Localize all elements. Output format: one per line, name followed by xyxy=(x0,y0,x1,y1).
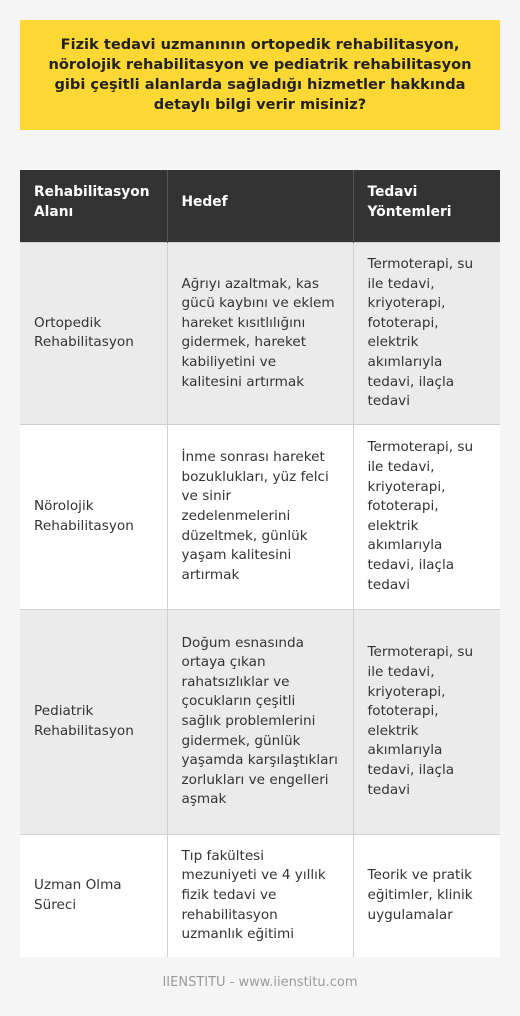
header-goal: Hedef xyxy=(167,170,353,243)
question-banner xyxy=(20,20,500,130)
cell-goal: Tıp fakültesi mezuniyeti ve 4 yıllık fizik tedavi ve rehabilitasyon uzmanlık eğitimi xyxy=(167,834,353,957)
cell-area: Ortopedik Rehabilitasyon xyxy=(20,243,167,425)
table-body xyxy=(20,243,500,957)
table-row xyxy=(20,243,500,425)
cell-methods: Termoterapi, su ile tedavi, kriyoterapi, fototerapi, elektrik akımlarıyla tedavi, ilaçla tedavi xyxy=(353,609,500,834)
header-methods: Tedavi Yöntemleri xyxy=(353,170,500,243)
header-area: Rehabilitasyon Alanı xyxy=(20,170,167,243)
table-row xyxy=(20,834,500,957)
cell-area: Uzman Olma Süreci xyxy=(20,834,167,957)
table-header xyxy=(20,170,500,243)
cell-methods: Termoterapi, su ile tedavi, kriyoterapi, fototerapi, elektrik akımlarıyla tedavi, ilaçla tedavi xyxy=(353,424,500,609)
rehabilitation-table-container xyxy=(20,170,500,957)
rehabilitation-table xyxy=(20,170,500,957)
cell-methods: Termoterapi, su ile tedavi, kriyoterapi, fototerapi, elektrik akımlarıyla tedavi, ilaçla tedavi xyxy=(353,243,500,425)
question-text: Fizik tedavi uzmanının ortopedik rehabilitasyon, nörolojik rehabilitasyon ve pediatrik rehabilitasyon gibi çeşitli alanlarda sağladığı hizmetler hakkında detaylı bilgi verir misiniz? xyxy=(48,36,472,113)
cell-area: Pediatrik Rehabilitasyon xyxy=(20,609,167,834)
cell-goal: Doğum esnasında ortaya çıkan rahatsızlıklar ve çocukların çeşitli sağlık problemlerini gidermek, günlük yaşamda karşılaştıkları zorlukları ve engelleri aşmak xyxy=(167,609,353,834)
cell-area: Nörolojik Rehabilitasyon xyxy=(20,424,167,609)
cell-methods: Teorik ve pratik eğitimler, klinik uygulamalar xyxy=(353,834,500,957)
table-row xyxy=(20,424,500,609)
cell-goal: Ağrıyı azaltmak, kas gücü kaybını ve eklem hareket kısıtlılığını gidermek, hareket kabiliyetini ve kalitesini artırmak xyxy=(167,243,353,425)
cell-goal: İnme sonrası hareket bozuklukları, yüz felci ve sinir zedelenmelerini düzeltmek, günlük yaşam kalitesini artırmak xyxy=(167,424,353,609)
footer-credit: IIENSTITU - www.iienstitu.com xyxy=(162,975,358,990)
table-row xyxy=(20,609,500,834)
table-header-row xyxy=(20,170,500,243)
